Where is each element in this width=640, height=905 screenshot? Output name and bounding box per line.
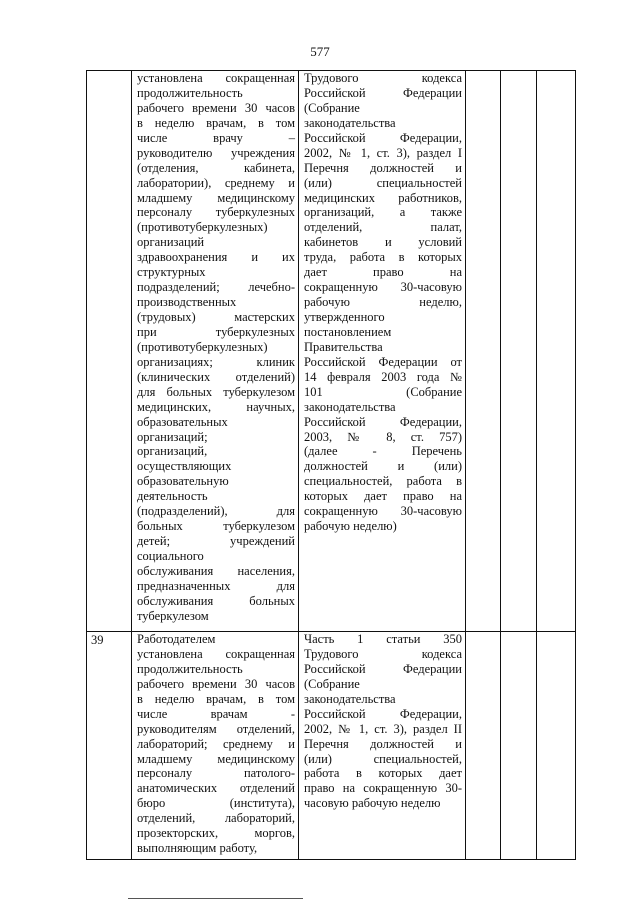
text-line: 2002, № 1, ст. 3), раздел I [304, 145, 462, 160]
text-line: (Собрание [304, 676, 360, 691]
text-line: (Собрание [304, 100, 360, 115]
text-line: медицинских, научных, [137, 399, 295, 414]
text-line: продолжительность [137, 85, 243, 100]
text-line: лаборатории), среднему и [137, 175, 295, 190]
text-line: (или) специальностей, [304, 751, 462, 766]
text-line: (подразделений), для [137, 504, 295, 519]
text-line: младшему медицинскому [137, 190, 295, 205]
text-line: числе врачам - [137, 706, 295, 721]
text-line: установлена сокращенная [137, 646, 295, 661]
text-line: (клинических отделений) [137, 369, 295, 384]
position-description-cell [132, 71, 299, 632]
text-line: руководителям отделений, [137, 721, 295, 736]
empty-cell [466, 71, 501, 632]
text-line: обслуживания населения, [137, 563, 295, 578]
text-line: Российской Федерации [304, 85, 462, 100]
text-line: специальностей, работа в [304, 474, 462, 489]
text-line: 101 (Собрание [304, 384, 462, 399]
text-line: утвержденного [304, 310, 385, 324]
text-line: продолжительность [137, 661, 243, 676]
text-line: больных туберкулезом [137, 519, 295, 534]
empty-cell [466, 632, 501, 860]
text-line: прозекторских, моргов, [137, 826, 295, 841]
text-line: бюро (института), [137, 796, 295, 811]
text-line: обслуживания больных [137, 593, 295, 608]
text-line: осуществляющих [137, 459, 232, 474]
text-line: в неделю врачам, в том [137, 691, 295, 706]
text-line: организаций, а также [304, 205, 462, 220]
text-line: персоналу патолого- [137, 766, 295, 781]
text-line: которых дает право на [304, 489, 462, 504]
legal-table [86, 70, 576, 860]
text-line: Трудового кодекса [304, 71, 462, 85]
text-line: подразделений; лечебно- [137, 280, 295, 295]
text-line: руководителю учреждения [137, 145, 295, 160]
scan-edge-line [128, 898, 303, 899]
text-line: часовую рабочую неделю [304, 796, 441, 811]
text-line: образовательных [137, 414, 228, 429]
text-line: отделений, палат, [304, 220, 462, 235]
text-line: право на сокращенную 30- [304, 781, 462, 796]
text-line: рабочую неделю, [304, 295, 462, 310]
page-number: 577 [310, 44, 330, 59]
text-line: законодательства [304, 399, 396, 414]
text-line: законодательства [304, 115, 396, 130]
legal-basis-cell [299, 71, 466, 632]
text-line: организациях; клиник [137, 354, 295, 369]
text-line: сокращенную 30-часовую [304, 504, 462, 519]
text-line: медицинских работников, [304, 190, 462, 205]
text-line: Правительства [304, 339, 383, 354]
text-line: Перечня должностей и [304, 160, 462, 175]
text-line: 2003, № 8, ст. 757) [304, 429, 462, 444]
text-line: (противотуберкулезных) [137, 339, 268, 354]
text-line: Работодателем [137, 632, 216, 646]
text-line: Российской Федерации от [304, 354, 462, 369]
text-line: Перечня должностей и [304, 736, 462, 751]
empty-cell [501, 71, 537, 632]
text-line: рабочую неделю) [304, 519, 397, 534]
text-line: 2002, № 1, ст. 3), раздел II [304, 721, 462, 736]
text-line: организаций; [137, 429, 208, 444]
text-line: Российской Федерации, [304, 414, 462, 429]
table-row [87, 71, 576, 632]
text-line: Трудового кодекса [304, 646, 462, 661]
text-line: предназначенных для [137, 578, 295, 593]
text-line: в неделю врачам, в том [137, 115, 295, 130]
position-description-cell [132, 632, 299, 860]
empty-cell [501, 632, 537, 860]
text-line: числе врачу – [137, 130, 295, 145]
text-line: выполняющим работу, [137, 841, 258, 856]
text-line: (противотуберкулезных) [137, 220, 268, 235]
empty-cell [537, 632, 576, 860]
text-line: младшему медицинскому [137, 751, 295, 766]
text-line: здравоохранения и их [137, 250, 295, 265]
text-line: должностей и (или) [304, 459, 462, 474]
text-line: организаций, [137, 444, 208, 459]
text-line: при туберкулезных [137, 324, 295, 339]
empty-cell [537, 71, 576, 632]
text-line: Российской Федерации, [304, 706, 462, 721]
text-line: производственных [137, 295, 237, 310]
text-line: лабораторий; среднему и [137, 736, 295, 751]
text-line: туберкулезом [137, 608, 209, 623]
text-line: рабочего времени 30 часов [137, 676, 295, 691]
text-line: персоналу туберкулезных [137, 205, 295, 220]
text-line: кабинетов и условий [304, 235, 462, 250]
text-line: законодательства [304, 691, 396, 706]
text-line: (отделения, кабинета, [137, 160, 295, 175]
text-line: организаций [137, 235, 205, 250]
text-line: отделений, лабораторий, [137, 811, 295, 826]
text-line: Российской Федерации [304, 661, 462, 676]
text-line: для больных туберкулезом [137, 384, 295, 399]
text-line: рабочего времени 30 часов [137, 100, 295, 115]
text-line: (или) специальностей [304, 175, 462, 190]
text-line: анатомических отделений [137, 781, 295, 796]
text-line: установлена сокращенная [137, 71, 295, 85]
row-number-cell: 39 [87, 632, 132, 860]
text-line: Часть 1 статьи 350 [304, 632, 462, 646]
legal-basis-cell [299, 632, 466, 860]
text-line: (трудовых) мастерских [137, 310, 295, 324]
text-line: образовательную [137, 474, 229, 489]
text-line: постановлением [304, 324, 392, 339]
text-line: труда, работа в которых [304, 250, 462, 265]
text-line: 14 февраля 2003 года № [304, 369, 462, 384]
text-line: детей; учреждений [137, 534, 295, 549]
table-row [87, 632, 576, 860]
text-line: работа в которых дает [304, 766, 462, 781]
text-line: дает право на [304, 265, 462, 280]
text-line: деятельность [137, 489, 208, 504]
text-line: Российской Федерации, [304, 130, 462, 145]
text-line: сокращенную 30-часовую [304, 280, 462, 295]
text-line: (далее - Перечень [304, 444, 462, 459]
text-line: структурных [137, 265, 206, 280]
text-line: социального [137, 549, 204, 563]
row-number-cell [87, 71, 132, 632]
